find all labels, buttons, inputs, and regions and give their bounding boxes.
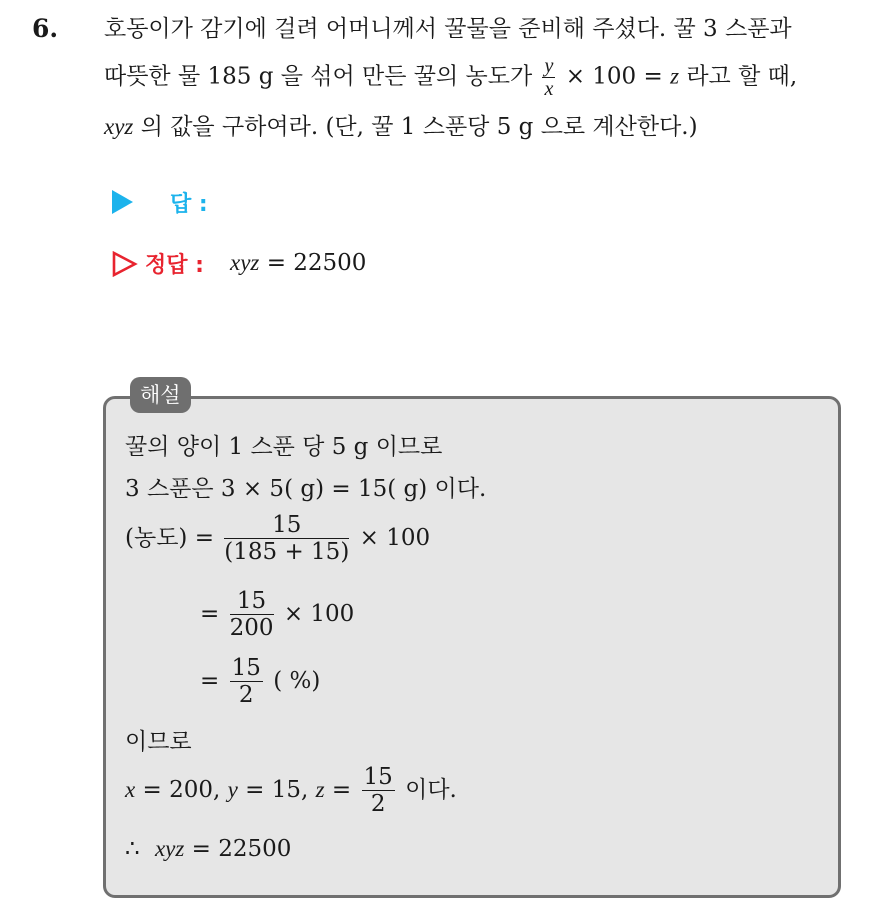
question-text: 따뜻한 물 185 g 을 섞어 만든 꿀의 농도가 bbox=[104, 63, 533, 90]
equation-equals: = bbox=[200, 667, 220, 694]
equation-fraction bbox=[224, 512, 349, 566]
fraction-numerator: 15 bbox=[363, 764, 393, 790]
result-y-value: = 15, bbox=[245, 776, 309, 803]
equation-rest: × 100 bbox=[359, 524, 431, 551]
therefore-symbol: ∴ bbox=[125, 836, 140, 862]
solution-equation-2 bbox=[200, 588, 354, 642]
equation-equals: = bbox=[200, 600, 220, 627]
fraction-numerator: 15 bbox=[231, 655, 261, 681]
question-line-2 bbox=[104, 55, 797, 100]
question-text: × 100 = bbox=[565, 63, 663, 90]
solution-line-2: 3 스푼은 3 × 5( g) = 15( g) 이다. bbox=[125, 476, 487, 502]
fraction-numerator: 15 bbox=[230, 588, 274, 615]
question-text: 라고 할 때, bbox=[686, 63, 798, 90]
result-z-fraction bbox=[362, 764, 395, 818]
equation-rest: ( %) bbox=[273, 667, 321, 694]
variable-x: x bbox=[125, 776, 136, 802]
solution-tag: 해설 bbox=[130, 377, 191, 413]
answer-triangle-icon bbox=[112, 190, 133, 214]
fraction-denominator: (185 + 15) bbox=[224, 539, 350, 566]
equation-fraction bbox=[230, 655, 263, 709]
variable-xyz: xyz bbox=[104, 114, 134, 139]
solution-box bbox=[103, 396, 841, 898]
correct-triangle-icon bbox=[112, 251, 138, 281]
question-text: 호동이가 감기에 걸려 어머니께서 꿀물을 준비해 주셨다. 꿀 3 스푼과 bbox=[104, 16, 792, 42]
equation-lhs: (농도) = bbox=[125, 524, 214, 551]
fraction-denominator: 2 bbox=[238, 682, 254, 709]
variable-z: z bbox=[670, 63, 680, 89]
correct-answer-label: 정답 : bbox=[145, 253, 204, 278]
solution-equation-3 bbox=[200, 655, 320, 709]
question-number: 6. bbox=[32, 14, 59, 43]
variable-z: z bbox=[315, 776, 325, 802]
fraction-denominator: 2 bbox=[370, 791, 386, 818]
answer-label: 답 : bbox=[170, 192, 208, 217]
question-line-3 bbox=[104, 112, 698, 142]
variable-xyz: xyz bbox=[154, 836, 185, 861]
result-z-equals: = bbox=[331, 776, 352, 803]
final-value: = 22500 bbox=[191, 836, 292, 862]
question-line-1 bbox=[104, 14, 792, 44]
solution-result-line bbox=[125, 764, 457, 818]
solution-equation-1 bbox=[125, 512, 430, 566]
correct-answer-value bbox=[230, 250, 366, 276]
result-tail: 이다. bbox=[405, 776, 457, 803]
fraction-numerator: y bbox=[544, 55, 554, 77]
variable-y: y bbox=[227, 776, 238, 802]
fraction-denominator: x bbox=[544, 78, 554, 100]
result-x-value: = 200, bbox=[142, 776, 221, 803]
solution-line-imeuro: 이므로 bbox=[125, 729, 192, 755]
fraction-numerator: 15 bbox=[224, 512, 349, 539]
fraction-denominator: 200 bbox=[229, 615, 274, 642]
equation-rest: × 100 bbox=[283, 600, 355, 627]
solution-final-line bbox=[125, 834, 291, 864]
concentration-fraction bbox=[542, 55, 555, 100]
equation-fraction bbox=[230, 588, 274, 642]
question-text: 의 값을 구하여라. (단, 꿀 1 스푼당 5 g 으로 계산한다.) bbox=[140, 114, 698, 140]
variable-xyz: xyz bbox=[230, 250, 260, 275]
correct-answer-number: = 22500 bbox=[266, 250, 367, 276]
solution-line-1: 꿀의 양이 1 스푼 당 5 g 이므로 bbox=[125, 434, 443, 460]
